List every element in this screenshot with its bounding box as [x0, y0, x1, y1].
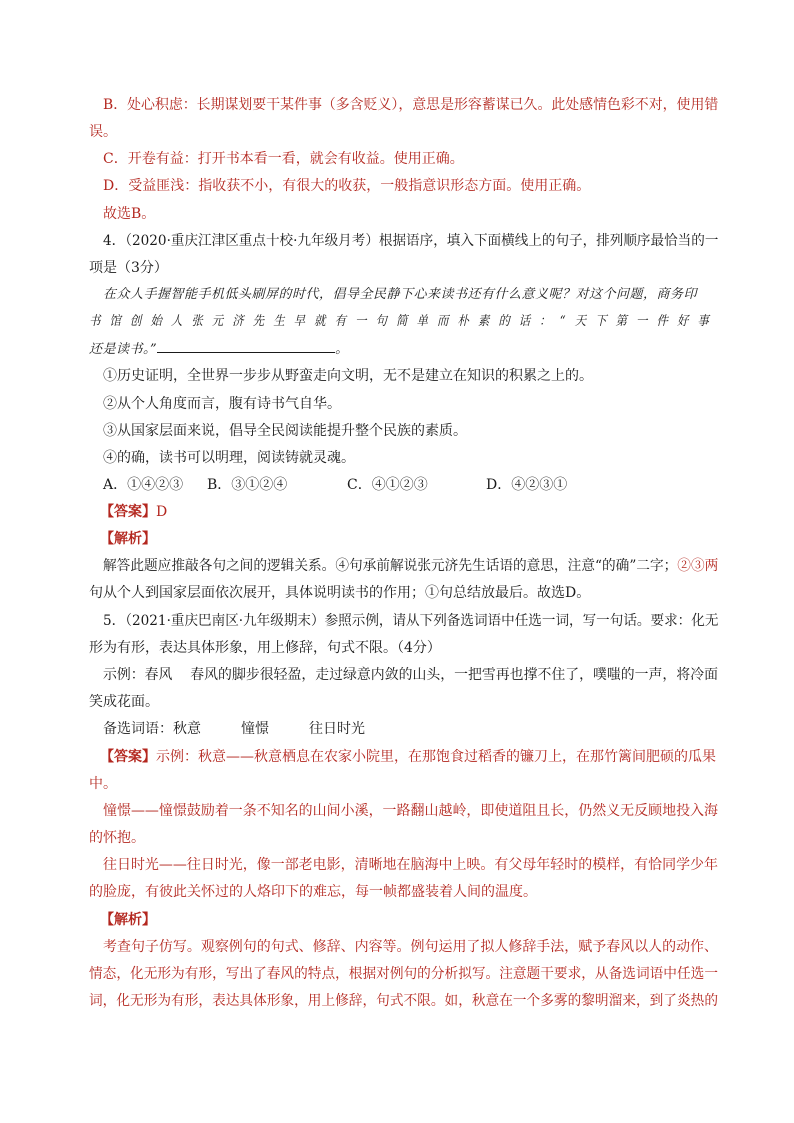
option-c: C．开卷有益：打开书本看一看，就会有收益。使用正确。: [103, 151, 464, 167]
choose-b: 故选B。: [103, 206, 156, 222]
question-4-line-1: 4．（2020·重庆江津区重点十校·九年级月考）根据语序，填入下面横线上的句子，排列顺序最恰当的一: [103, 233, 719, 249]
option-b-line-2: 误。: [89, 124, 117, 140]
passage-end: 。: [335, 342, 349, 357]
sentence-4: ④的确，读书可以明理，阅读铸就灵魂。: [103, 450, 355, 466]
answer-2-line-3: 憧憬——憧憬鼓励着一条不知名的山间小溪，一路翻山越岭，即使道阻且长，仍然义无反顾地投入海: [103, 803, 719, 819]
analysis-label-1: 【解析】: [100, 531, 156, 547]
answer-value: D: [156, 504, 168, 520]
answer-blank: [157, 340, 335, 353]
option-d: D．受益匪浅：指收获不小，有很大的收获，一般指意识形态方面。使用正确。: [103, 178, 591, 194]
analysis-2-line-2: 情态，化无形为有形，写出了春风的特点，根据对例句的分析拟写。注意题干要求，从备选词语中任选一: [89, 966, 718, 982]
answer-1: [100, 503, 167, 521]
passage-line-1: 在众人手握智能手机低头刷屏的时代，倡导全民静下心来读书还有什么意义呢？对这个问题，商务印: [103, 287, 698, 302]
answer-label: 【答案】: [100, 504, 156, 520]
example-line-1: [103, 666, 718, 684]
answer-2-line-4: 的怀抱。: [89, 830, 145, 846]
option-d-4: D．④②③①: [486, 477, 568, 493]
candidate-word-2: 憧憬: [241, 721, 269, 737]
answer-2-line-5: 往日时光——往日时光，像一部老电影，清晰地在脑海中上映。有父母年轻时的模样，有恰同学少年: [103, 857, 719, 873]
option-a-4: A．①④②③: [103, 477, 184, 493]
sentence-3: ③从国家层面来说，倡导全民阅读能提升整个民族的素质。: [103, 423, 467, 439]
analysis-1-line-1: [103, 557, 718, 575]
answer-2-line-2: 中。: [89, 776, 117, 792]
analysis-label-2: 【解析】: [100, 912, 156, 928]
candidate-word-3: 往日时光: [309, 721, 365, 737]
passage-text: 还是读书。”: [89, 342, 158, 357]
answer-2-text-1: 示例：秋意——秋意栖息在农家小院里，在那饱食过稻香的镰刀上，在那竹篱间肥硕的瓜果: [156, 749, 716, 765]
analysis-2-line-3: 词，化无形为有形，表达具体形象，用上修辞，句式不限。如，秋意在一个多雾的黎明溜来，到了炎热的: [89, 993, 718, 1009]
candidate-word-1: 备选词语：秋意: [103, 721, 201, 737]
passage-line-3: [89, 340, 349, 359]
example-line-2: 笑成花面。: [89, 694, 159, 710]
answer-2-line-1: [100, 748, 716, 766]
example-sentence: 春风的脚步很轻盈，走过绿意内敛的山头，一把雪再也撑不住了，噗嗤的一声，将冷面: [190, 667, 718, 683]
sentence-1: ①历史证明，全世界一步步从野蛮走向文明，无不是建立在知识的积累之上的。: [103, 368, 593, 384]
analysis-1-text-b: ②③两: [677, 558, 719, 574]
question-5-line-1: 5．（2021·重庆巴南区·九年级期末）参照示例，请从下列备选词语中任选一词，写一句话。要求：化无: [103, 613, 719, 629]
passage-line-2: 书馆创始人张元济先生早就有一句简单而朴素的话：“天下第一件好事: [89, 314, 718, 329]
example-word: 示例：春风: [103, 667, 173, 683]
option-b-line-1: B．处心积虑：长期谋划要干某件事（多含贬义），意思是形容蓄谋已久。此处感情色彩不对，使用错: [103, 97, 719, 113]
answer-2-line-6: 的脸庞，有彼此关怀过的人烙印下的难忘，每一帧都盛装着人间的温度。: [89, 884, 537, 900]
sentence-2: ②从个人角度而言，腹有诗书气自华。: [103, 396, 341, 412]
option-c-4: C．④①②③: [347, 477, 428, 493]
analysis-1-text-a: 解答此题应推敲各句之间的逻辑关系。④句承前解说张元济先生话语的意思，注意“的确”二字；: [103, 558, 678, 574]
answer-2-label: 【答案】: [100, 749, 156, 765]
analysis-2-line-1: 考查句子仿写。观察例句的句式、修辞、内容等。例句运用了拟人修辞手法，赋予春风以人的动作、: [103, 939, 719, 955]
option-b-4: B．③①②④: [207, 477, 288, 493]
question-4-line-2: 项是（3分）: [89, 260, 168, 276]
analysis-1-line-2: 句从个人到国家层面依次展开，具体说明读书的作用；①句总结放最后。故选D。: [89, 585, 591, 601]
candidate-words: [103, 720, 365, 738]
question-5-line-2: 形为有形，表达具体形象，用上修辞，句式不限。（4分）: [89, 640, 441, 656]
